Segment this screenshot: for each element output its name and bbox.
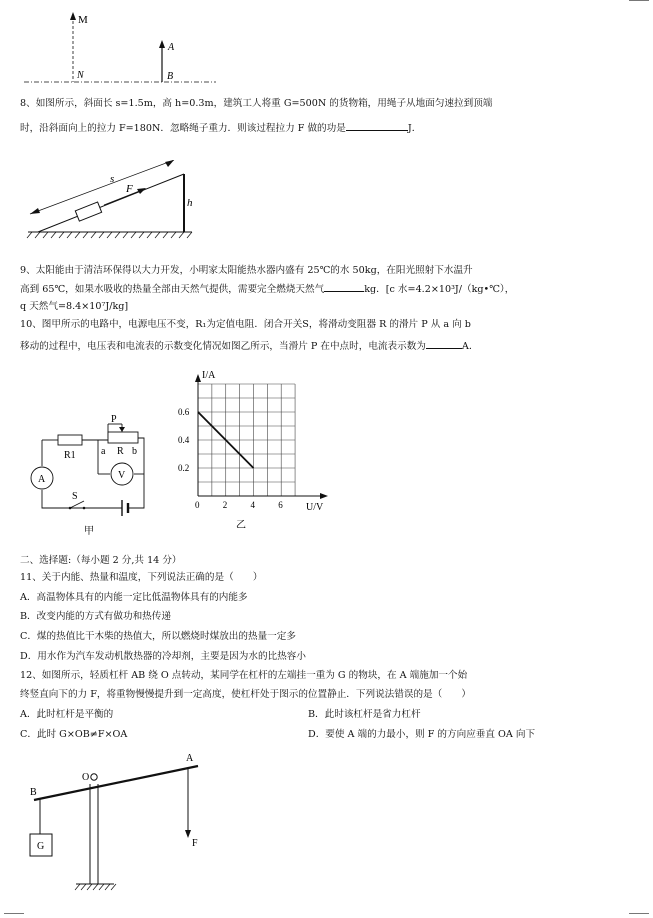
voltmeter-label: V <box>118 470 126 481</box>
q11-option-b: B．改变内能的方式有做功和热传递 <box>20 611 171 622</box>
switch-label: S <box>72 491 78 502</box>
incline-figure <box>22 160 202 242</box>
q12-line2: 终竖直向下的力 F，将重物慢慢提升到一定高度，使杠杆处于图示的位置静止．下列说法错误的是（ ） <box>20 689 472 700</box>
y-axis-arrow <box>195 374 201 382</box>
x-axis-arrow <box>320 493 328 499</box>
circuit-diagram <box>22 410 162 540</box>
q10-answer-blank[interactable] <box>426 348 462 349</box>
lever-label-b: B <box>30 787 37 798</box>
q11-option-d: D．用水作为汽车发动机散热器的冷却剂，主要是因为水的比热容小 <box>20 651 306 662</box>
crop-mark-top-right <box>629 0 649 1</box>
q9-answer-blank[interactable] <box>324 291 364 292</box>
label-p: P <box>111 414 117 425</box>
lever-label-a: A <box>186 753 194 764</box>
label-a-end: a <box>101 446 106 457</box>
y-tick-label: 0.4 <box>178 435 190 445</box>
q10-unit: A． <box>461 341 479 352</box>
q11-stem: 11、关于内能、热量和温度，下列说法正确的是（ ） <box>20 572 263 583</box>
lever-label-o: O <box>82 772 90 783</box>
q8-unit: J． <box>407 123 422 134</box>
q8-line2-text: 时，沿斜面向上的拉力 F=180N．忽略绳子重力．则该过程拉力 F 做的功是 <box>20 123 346 134</box>
lever-figure <box>26 748 226 898</box>
chart-ylabel: I/A <box>202 370 216 381</box>
q8-line1: 8、如图所示，斜面长 s=1.5m，高 h=0.3m，建筑工人将重 G=500N 的货物箱，用绳子从地面匀速拉到顶端 <box>20 98 493 109</box>
q12-option-b: B．此时该杠杆是省力杠杆 <box>308 709 421 720</box>
label-a: A <box>168 42 175 53</box>
crop-mark-bottom-right <box>629 913 649 916</box>
label-h: h <box>187 197 193 209</box>
iv-chart <box>176 368 346 528</box>
q9-line2 <box>20 281 635 298</box>
chart-xlabel: U/V <box>306 502 324 513</box>
q12-option-c: C．此时 G×OB≠F×OA <box>20 729 128 740</box>
label-r: R <box>117 446 124 457</box>
q9-line2-text: 高到 65℃，如果水吸收的热量全部由天然气提供，需要完全燃烧天然气 <box>20 284 325 295</box>
q9-line3: q 天然气=8.4×10⁷J/kg] <box>20 301 129 312</box>
lever-label-f: F <box>192 838 198 849</box>
mirror-figure <box>20 6 220 90</box>
x-tick-label: 2 <box>222 500 228 510</box>
q8-answer-blank[interactable] <box>346 130 408 131</box>
x-tick-label: 4 <box>250 500 255 510</box>
ammeter-label: A <box>38 474 46 485</box>
caption-jia: 甲 <box>84 526 94 537</box>
q12-option-d: D．要使 A 端的力最小，则 F 的方向应垂直 OA 向下 <box>308 729 536 740</box>
label-s: s <box>110 173 115 185</box>
q10-line1: 10、图甲所示的电路中，电源电压不变，R₁为定值电阻．闭合开关S，将滑动变阻器 R 的滑片 P 从 a 向 b <box>20 319 471 330</box>
crop-mark-bottom-left <box>4 913 24 916</box>
q9-line1: 9、太阳能由于清洁环保得以大力开发，小明家太阳能热水器内盛有 25℃的水 50kg，在阳光照射下水温升 <box>20 265 473 276</box>
q10-line2 <box>20 338 635 355</box>
y-tick-label: 0.6 <box>178 407 190 417</box>
x-tick-label: 0 <box>195 500 200 510</box>
label-r1: R1 <box>64 450 76 461</box>
lever-label-g: G <box>37 841 45 852</box>
label-b: B <box>167 71 174 82</box>
label-n: N <box>77 70 84 81</box>
y-tick-label: 0.2 <box>178 463 190 473</box>
q11-option-a: A．高温物体具有的内能一定比低温物体具有的内能多 <box>20 592 248 603</box>
q9-unit: kg．[c 水=4.2×10³J/（kg•℃）， <box>364 284 515 295</box>
section-heading: 二、选择题:（每小题 2 分,共 14 分） <box>20 555 182 566</box>
q10-line2-text: 移动的过程中，电压表和电流表的示数变化情况如图乙所示，当滑片 P 在中点时，电流表示数为 <box>20 341 426 352</box>
chart-caption: 乙 <box>236 520 246 528</box>
label-b-end: b <box>132 446 137 457</box>
label-m: M <box>78 14 88 26</box>
label-f: F <box>126 183 133 195</box>
q12-option-a: A．此时杠杆是平衡的 <box>20 709 114 720</box>
q11-option-c: C．煤的热值比干木柴的热值大，所以燃烧时煤放出的热量一定多 <box>20 631 296 642</box>
q8-line2 <box>20 120 635 137</box>
x-tick-label: 6 <box>278 500 283 510</box>
q12-line1: 12、如图所示，轻质杠杆 AB 绕 O 点转动，某同学在杠杆的左端挂一重为 G 的物块，在 A 端施加一个始 <box>20 670 468 681</box>
